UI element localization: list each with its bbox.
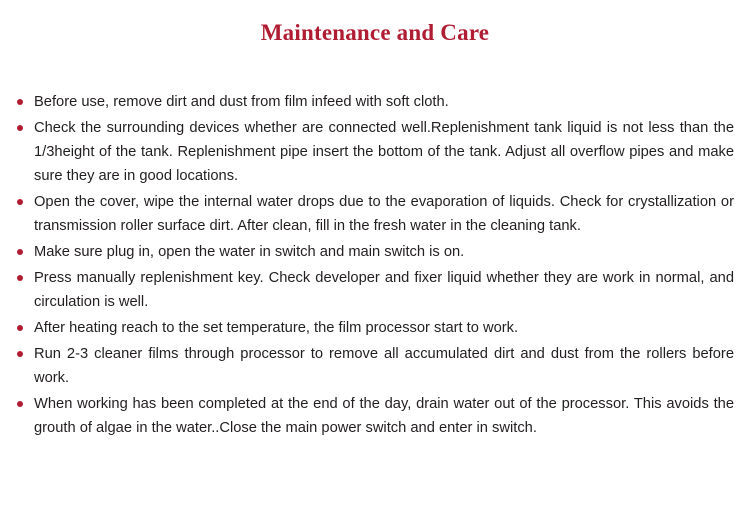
list-item-text: Run 2-3 cleaner films through processor to remove all accumulated dirt and dust from the rollers before work. xyxy=(34,346,734,386)
list-item xyxy=(14,90,734,114)
list-item-text: When working has been completed at the end of the day, drain water out of the processor. This avoids the grouth of algae in the water..Close the main power switch and enter in switch. xyxy=(34,396,734,436)
bullet-icon xyxy=(17,325,23,331)
list-item-text: Check the surrounding devices whether are connected well.Replenishment tank liquid is not less than the 1/3height of the tank. Replenishment pipe insert the bottom of the tank. Adjust all overflow pipes and make sure they are in good locations. xyxy=(34,120,734,184)
list-item-text: Press manually replenishment key. Check developer and fixer liquid whether they are work in normal, and circulation is well. xyxy=(34,270,734,310)
list-item xyxy=(14,116,734,188)
list-item xyxy=(14,266,734,314)
bullet-icon xyxy=(17,125,23,131)
page-title: Maintenance and Care xyxy=(260,20,490,45)
list-item xyxy=(14,240,734,264)
list-item-text: Open the cover, wipe the internal water drops due to the evaporation of liquids. Check for crystallization or transmission roller surface dirt. After clean, fill in the fresh water in the cleaning tank. xyxy=(34,194,734,234)
bullet-icon xyxy=(17,249,23,255)
list-item-text: Make sure plug in, open the water in switch and main switch is on. xyxy=(34,244,465,260)
list-item-text: Before use, remove dirt and dust from film infeed with soft cloth. xyxy=(34,94,449,110)
bullet-icon xyxy=(17,275,23,281)
bullet-icon xyxy=(17,99,23,105)
list-item-text: After heating reach to the set temperature, the film processor start to work. xyxy=(34,320,519,336)
bullet-icon xyxy=(17,351,23,357)
maintenance-instruction-list xyxy=(14,90,734,440)
list-item xyxy=(14,342,734,390)
list-item xyxy=(14,190,734,238)
bullet-icon xyxy=(17,401,23,407)
list-item xyxy=(14,392,734,440)
document-body xyxy=(0,90,750,440)
bullet-icon xyxy=(17,199,23,205)
list-item xyxy=(14,316,734,340)
